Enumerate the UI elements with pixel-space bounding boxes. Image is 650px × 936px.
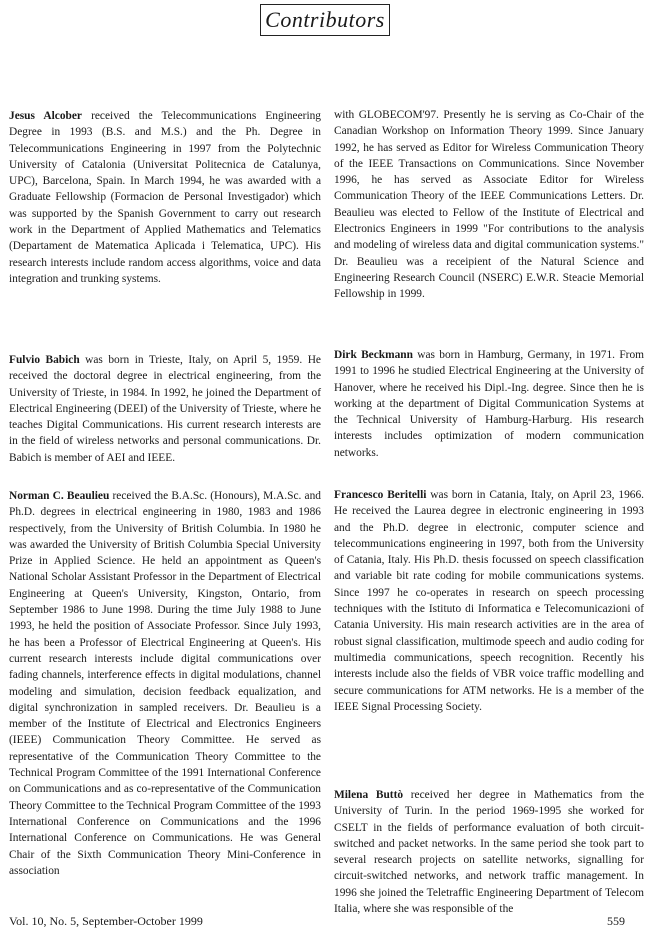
bio-name: Jesus Alcober — [9, 110, 82, 122]
bio-alcober — [9, 108, 321, 287]
page-title-box — [260, 4, 390, 36]
bio-name: Francesco Beritelli — [334, 489, 427, 501]
bio-beritelli — [334, 487, 644, 715]
bio-text: was born in Hamburg, Germany, in 1971. From 1991 to 1996 he studied Electrical Engineering at the University of Hanover, where he received his Dipl.-Ing. degree. Since then he is working at the department of Digital Communication Systems at the Technical University of Hamburg-Harburg. His research interests includes optimization of modern communication networks. — [334, 349, 644, 459]
bio-text: was born in Catania, Italy, on April 23, 1966. He received the Laurea degree in electronic engineering in 1993 and the Ph.D. degree in electronic, computer science and telecommunications engineering in 1997, both from the University of Catania, Italy. His Ph.D. thesis focussed on speech classification and variable bit rate coding for mobile communications systems. Since 1997 he co-operates in research on speech processing techniques with the Istituto di Informatica e Telecomunicazioni of Catania University. His main research activities are in the area of robust signal classification, multimode speech and audio coding for multimedia communications, speech recognition. Recently his interests include also the fields of VBR voice traffic modelling and secure communications for ATM networks. He is a member of the IEEE Signal Processing Society. — [334, 489, 645, 713]
bio-text: with GLOBECOM'97. Presently he is serving as Co-Chair of the Canadian Workshop on Information Theory 1999. Since January 1992, he has served as Editor for Wireless Communication Theory of the IEEE Transactions on Communications. Since November 1996, he has served as Associate Editor for Wireless Communication Theory of the IEEE Communications Letters. Dr. Beaulieu was elected to Fellow of the Institute of Electrical and Electronics Engineers in 1999 "For contributions to the analysis and modeling of wireless data and digital communication systems." Dr. Beaulieu was a receipient of the Natural Science and Engineering Research Council (NSERC) E.W.R. Steacie Memorial Fellowship in 1999. — [334, 109, 644, 301]
bio-text: received her degree in Mathematics from the University of Turin. In the period 1969-1995 she worked for CSELT in the fields of performance evaluation of both circuit-switched and packet networks. In the same period she took part to several research projects on satellite networks, signalling for circuit-switched networks, and network traffic management. In 1996 she joined the Teletraffic Engineering Department of Telecom Italia, where she was responsible of the — [334, 789, 644, 916]
bio-name: Fulvio Babich — [9, 354, 80, 366]
bio-beaulieu-continued — [334, 107, 644, 303]
bio-butto — [334, 787, 644, 917]
bio-name: Milena Buttò — [334, 789, 404, 801]
bio-name: Dirk Beckmann — [334, 349, 413, 361]
bio-text: was born in Trieste, Italy, on April 5, 1959. He received the doctoral degree in electrical engineering, from the University of Trieste, in 1984. In 1992, he joined the Department of Electrical Engineering (DEEI) of the University of Trieste, where he teaches Digital Communications. His current research interests are in the field of wireless networks and personal communications. Dr. Babich is member of AEI and IEEE. — [9, 354, 321, 464]
bio-beaulieu — [9, 488, 321, 879]
footer-page-number: 559 — [607, 914, 625, 928]
bio-text: received the B.A.Sc. (Honours), M.A.Sc. and Ph.D. degrees in electrical engineering in 1980, 1983 and 1986 respectively, from the University of British Columbia. In 1980 he was awarded the University of British Columbia Special University Prize in Applied Science. He held an appointment as Queen's National Scholar Assistant Professor in the Department of Electrical Engineering at Queen's University, Kingston, Ontario, from September 1986 to June 1998. During the time July 1988 to June 1993, he held the position of Associate Professor. Since July 1993, he has been a Professor of Electrical Engineering at Queen's. His current research interests include digital communications over fading channels, interference effects in digital modulations, channel modeling and simulation, decision feedback equalization, and digital synchronization in sampled receivers. Dr. Beaulieu is a member of the Institute of Electrical and Electronics Engineers (IEEE) Communication Theory Committee. He served as representative of the Communication Theory Committee to the Technical Program Committee of the 1991 International Conference on Communications and as co-representative of the Communication Theory Committee to the Technical Program Committee of the 1993 International Conference on Communications and the 1996 International Conference on Communications. He was General Chair of the Sixth Communication Theory Mini-Conference in association — [9, 490, 322, 877]
bio-babich — [9, 352, 321, 466]
bio-text: received the Telecommunications Engineering Degree in 1993 (B.S. and M.S.) and the Ph. Degree in Telecommunications Engineering in 1997 from the Polytechnic University of Catalonia (Universitat Politecnica de Catalunya, UPC), Barcelona, Spain. In March 1994, he was awarded with a Graduate Fellowship (Formacion de Personal Investigador) which was supported by the Spanish Government to carry out research work in the Department of Applied Mathematics and Telematics (Departament de Matematica Aplicada i Telematica, UPC). His research interests include random access algorithms, voice and data integration and trunking systems. — [9, 110, 321, 285]
page-title: Contributors — [265, 7, 385, 32]
bio-beckmann — [334, 347, 644, 461]
footer-issue: Vol. 10, No. 5, September-October 1999 — [9, 914, 203, 928]
bio-name: Norman C. Beaulieu — [9, 490, 110, 502]
